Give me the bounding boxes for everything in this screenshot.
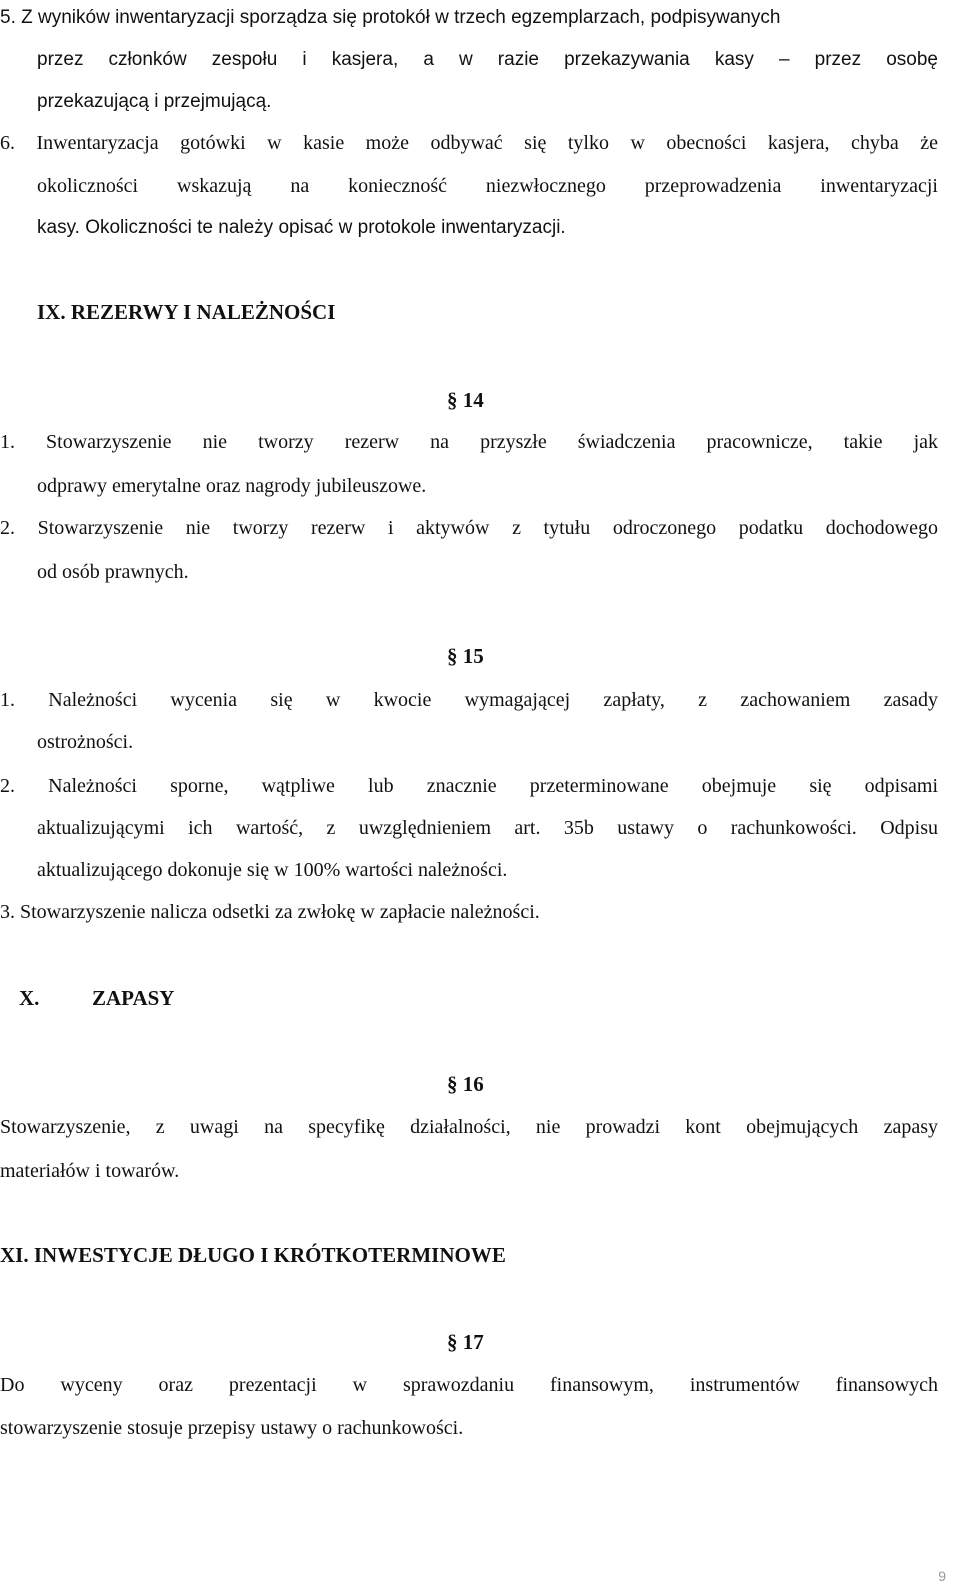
item6-line2 xyxy=(37,174,938,198)
item6-line3 xyxy=(37,216,566,240)
item5-line1-text: 5. Z wyników inwentaryzacji sporządza się protokół w trzech egzemplarzach, podpisywanych xyxy=(0,7,781,28)
paragraph-17-mark-text: § 17 xyxy=(447,1330,484,1354)
para15-item2-line3 xyxy=(37,858,507,882)
para15-item2-line3-text: aktualizującego dokonuje się w 100% wartości należności. xyxy=(37,859,508,881)
paragraph-16-mark xyxy=(447,1072,484,1096)
para14-item1-line1-text: 1. Stowarzyszenie nie tworzy rezerw na przyszłe świadczenia pracownicze, takie jak xyxy=(0,431,938,453)
para17-line1 xyxy=(0,1373,938,1397)
item5-line3 xyxy=(37,90,271,114)
section-ix-heading-text: IX. REZERWY I NALEŻNOŚCI xyxy=(37,300,336,324)
item5-line2 xyxy=(37,48,938,72)
para15-item2-line1 xyxy=(0,774,938,798)
para17-line2-text: stowarzyszenie stosuje przepisy ustawy o rachunkowości. xyxy=(0,1417,464,1439)
paragraph-14-mark xyxy=(447,388,484,412)
para17-line1-text: Do wyceny oraz prezentacji w sprawozdaniu finansowym, instrumentów finansowych xyxy=(0,1374,938,1396)
para15-item1-line2 xyxy=(37,730,133,754)
para14-item2-line2-text: od osób prawnych. xyxy=(37,561,189,583)
item6-line3-text: kasy. Okoliczności te należy opisać w protokole inwentaryzacji. xyxy=(37,217,566,238)
para15-item1-line2-text: ostrożności. xyxy=(37,731,134,753)
section-x-title-text: ZAPASY xyxy=(92,986,175,1010)
paragraph-16-mark-text: § 16 xyxy=(447,1072,484,1096)
section-ix-heading xyxy=(37,300,335,324)
paragraph-17-mark xyxy=(447,1330,484,1354)
para14-item1-line2-text: odprawy emerytalne oraz nagrody jubileuszowe. xyxy=(37,475,427,497)
para16-line2 xyxy=(0,1159,179,1183)
item5-line2-text: przez członków zespołu i kasjera, a w razie przekazywania kasy – przez osobę xyxy=(37,49,938,70)
item5-line3-text: przekazującą i przejmującą. xyxy=(37,91,272,112)
section-xi-heading-text: XI. INWESTYCJE DŁUGO I KRÓTKOTERMINOWE xyxy=(0,1243,506,1267)
paragraph-14-mark-text: § 14 xyxy=(447,388,484,412)
section-x-number-text: X. xyxy=(19,986,40,1010)
paragraph-15-mark xyxy=(447,644,484,668)
para14-item2-line2 xyxy=(37,560,189,584)
section-x-title xyxy=(92,986,174,1010)
para15-item2-line2 xyxy=(37,816,938,840)
para17-line2 xyxy=(0,1416,463,1440)
para16-line1 xyxy=(0,1115,938,1139)
para14-item2-line1-text: 2. Stowarzyszenie nie tworzy rezerw i aktywów z tytułu odroczonego podatku dochodowego xyxy=(0,517,938,539)
para15-item2-line2-text: aktualizującymi ich wartość, z uwzględnieniem art. 35b ustawy o rachunkowości. Odpisu xyxy=(37,817,938,839)
item6-line1-text: 6. Inwentaryzacja gotówki w kasie może odbywać się tylko w obecności kasjera, chyba że xyxy=(0,132,938,154)
para14-item2-line1 xyxy=(0,516,938,540)
para15-item2-line1-text: 2. Należności sporne, wątpliwe lub znacznie przeterminowane obejmuje się odpisami xyxy=(0,775,938,797)
para15-item1-line1 xyxy=(0,688,938,712)
item5-line1 xyxy=(0,6,938,30)
para15-item3-line1 xyxy=(0,900,540,924)
item6-line2-text: okoliczności wskazują na konieczność niezwłocznego przeprowadzenia inwentaryzacji xyxy=(37,175,938,197)
section-xi-heading xyxy=(0,1243,506,1267)
page-number: 9 xyxy=(938,1568,946,1584)
item6-line1 xyxy=(0,131,938,155)
para16-line2-text: materiałów i towarów. xyxy=(0,1160,180,1182)
paragraph-15-mark-text: § 15 xyxy=(447,644,484,668)
section-x-number xyxy=(19,986,39,1010)
para14-item1-line2 xyxy=(37,474,426,498)
para16-line1-text: Stowarzyszenie, z uwagi na specyfikę działalności, nie prowadzi kont obejmujących zapasy xyxy=(0,1116,938,1138)
para15-item3-line1-text: 3. Stowarzyszenie nalicza odsetki za zwłokę w zapłacie należności. xyxy=(0,901,540,923)
para15-item1-line1-text: 1. Należności wycenia się w kwocie wymagającej zapłaty, z zachowaniem zasady xyxy=(0,689,938,711)
para14-item1-line1 xyxy=(0,430,938,454)
